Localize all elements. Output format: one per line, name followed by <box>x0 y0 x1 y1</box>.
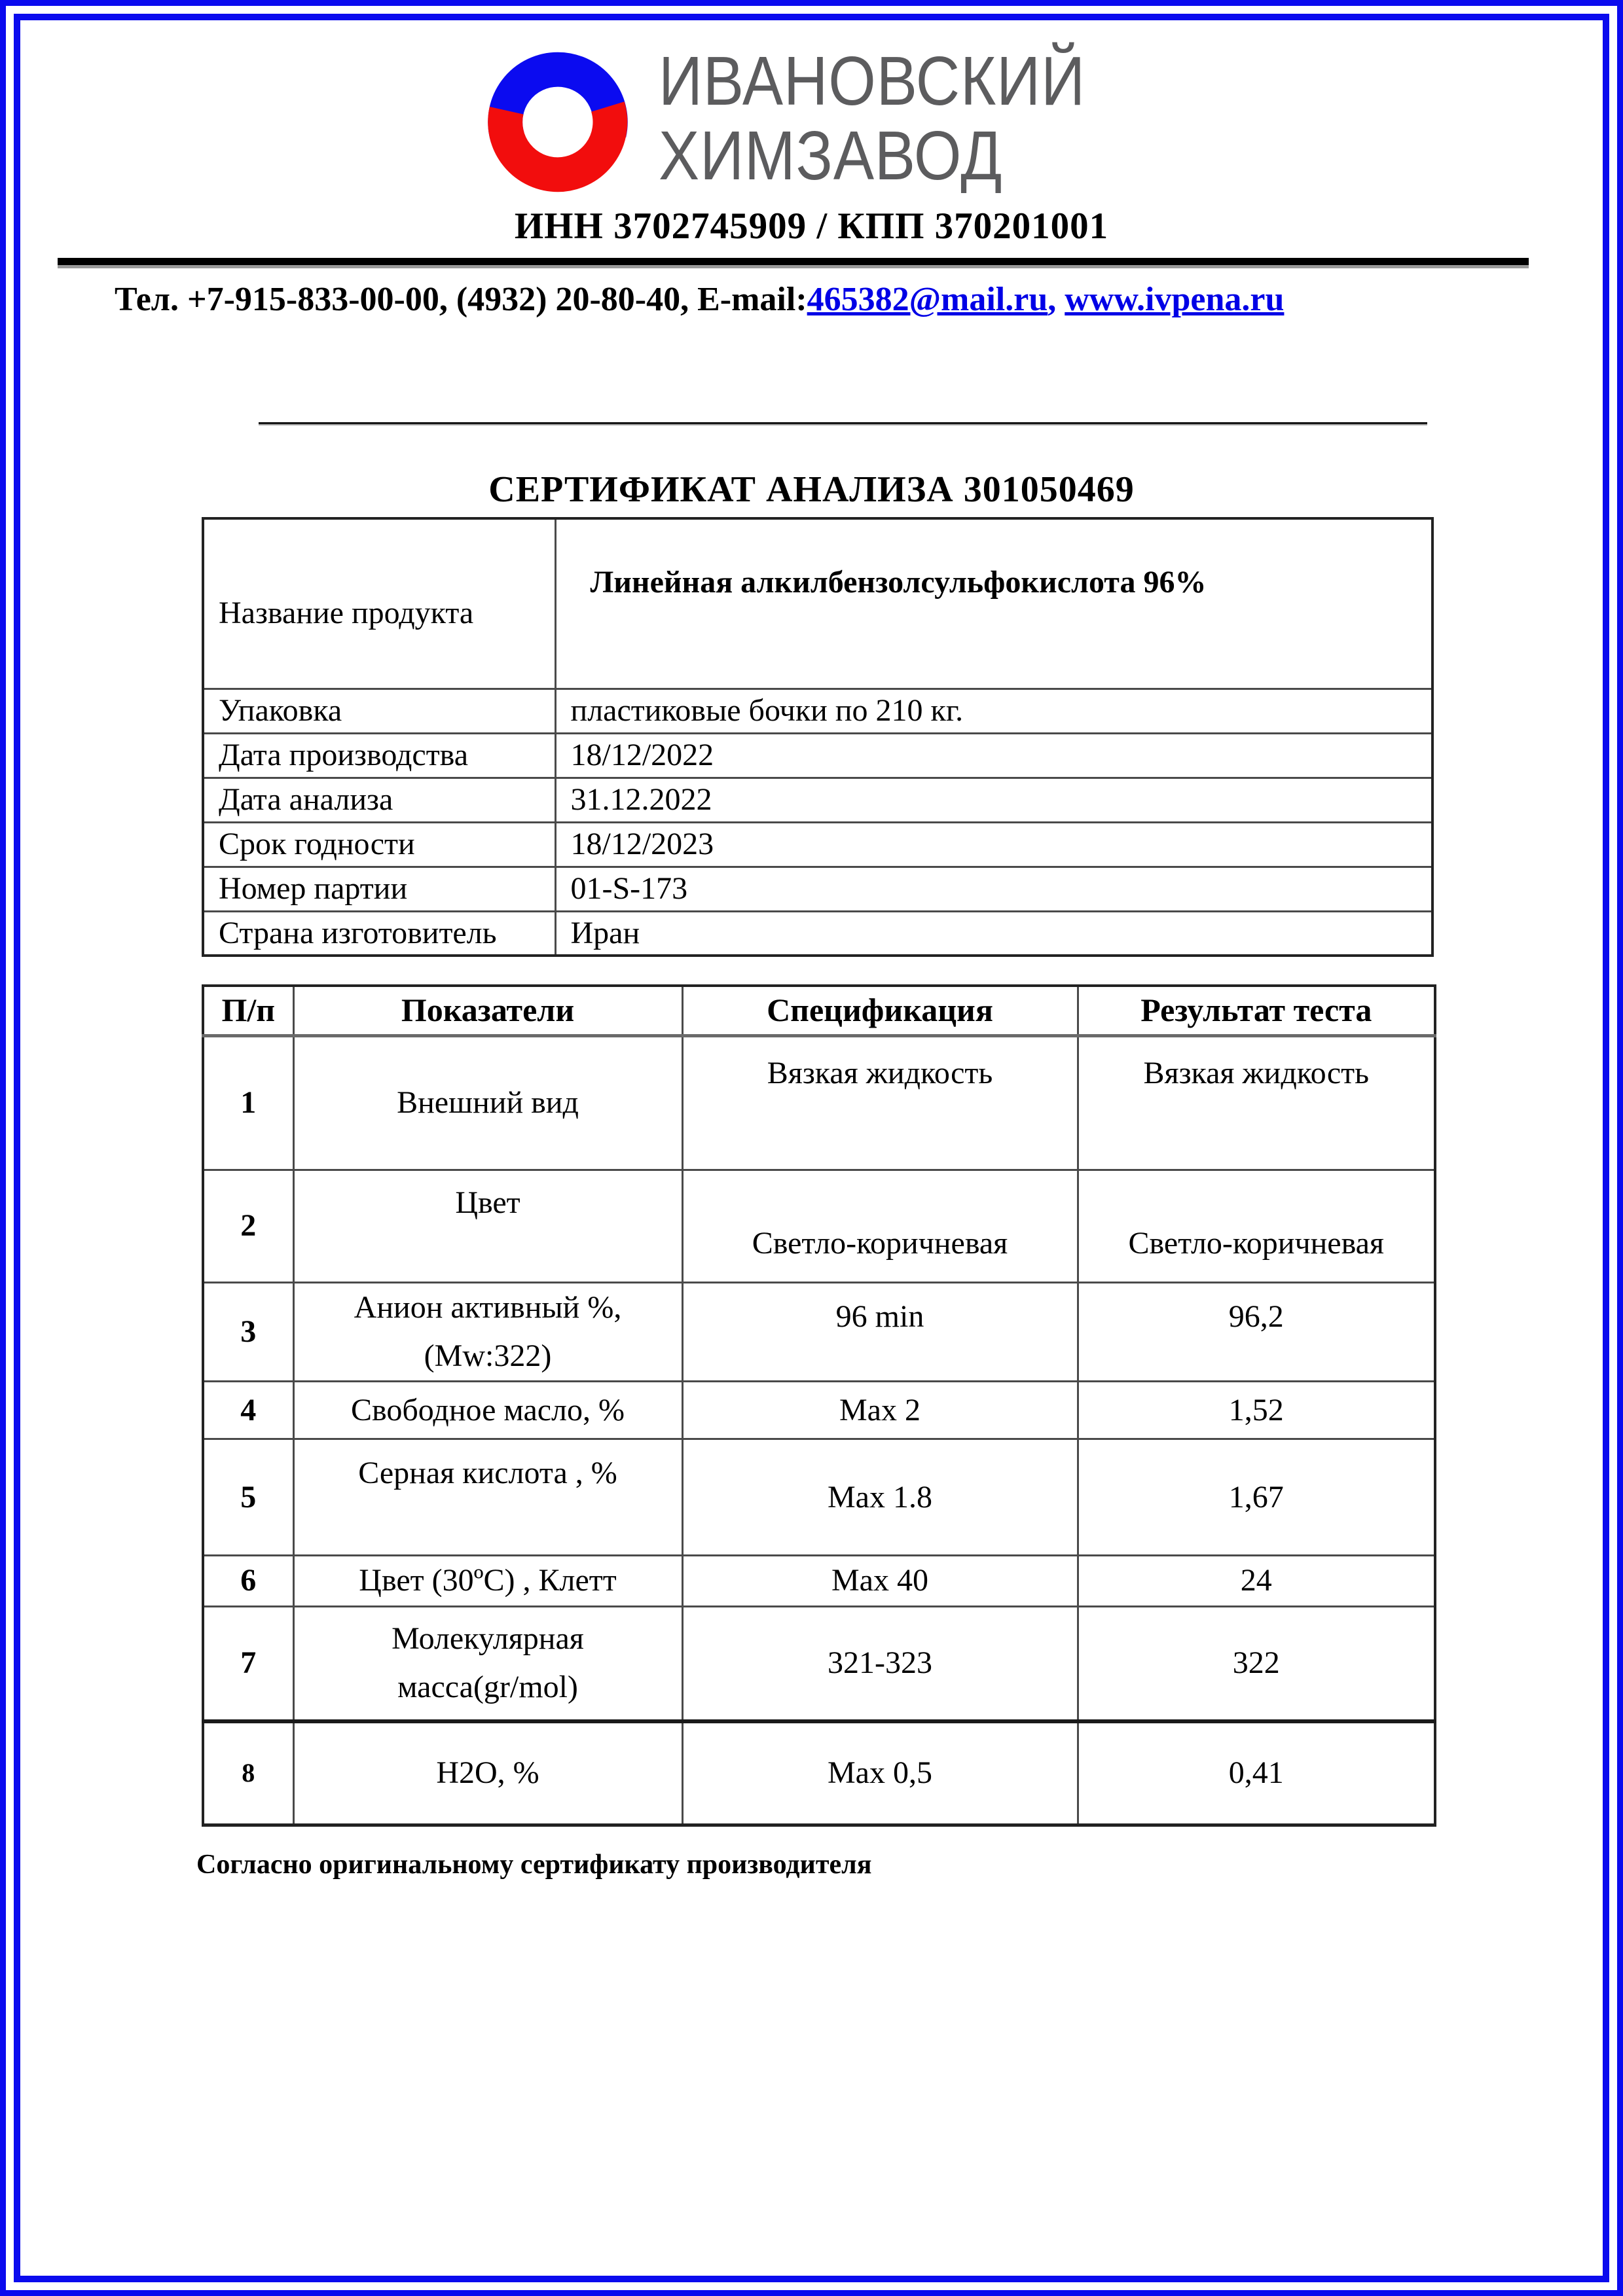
row-num: 5 <box>203 1439 293 1556</box>
batch-number-value: 01-S-173 <box>555 867 1432 911</box>
table-row <box>203 689 1432 733</box>
row-num: 8 <box>203 1721 293 1825</box>
row-result: 1,67 <box>1078 1439 1435 1556</box>
row-indicator: Анион активный %, (Mw:322) <box>293 1282 682 1382</box>
contact-line <box>115 280 1617 319</box>
row-num: 6 <box>203 1556 293 1606</box>
company-logo-icon <box>479 43 636 200</box>
table-row <box>203 1282 1435 1382</box>
product-info-table <box>202 517 1434 957</box>
product-name-value: Линейная алкилбензолсульфокислота 96% <box>555 518 1432 689</box>
footer-note: Согласно оригинальному сертификату производителя <box>196 1849 872 1880</box>
header-indicators: Показатели <box>293 986 682 1035</box>
row-result: 0,41 <box>1078 1721 1435 1825</box>
spec-table-header-row <box>203 986 1435 1035</box>
batch-number-label: Номер партии <box>203 867 555 911</box>
table-row <box>203 867 1432 911</box>
email-link[interactable]: 465382@mail.ru <box>807 281 1048 318</box>
inn-kpp-line: ИНН 3702745909 / КПП 370201001 <box>514 206 1109 247</box>
row-num: 3 <box>203 1282 293 1382</box>
packaging-label: Упаковка <box>203 689 555 733</box>
certificate-title: СЕРТИФИКАТ АНАЛИЗА 301050469 <box>488 469 1135 510</box>
contact-separator: , <box>1048 281 1065 318</box>
website-link[interactable]: www.ivpena.ru <box>1065 281 1285 318</box>
row-indicator: Свободное масло, % <box>293 1382 682 1439</box>
row-num: 1 <box>203 1035 293 1170</box>
row-num: 7 <box>203 1606 293 1721</box>
table-row <box>203 1606 1435 1721</box>
brand-line-1: ИВАНОВСКИЙ <box>659 43 1086 120</box>
analysis-date-value: 31.12.2022 <box>555 778 1432 822</box>
contact-prefix: Тел. +7-915-833-00-00, (4932) 20-80-40, E-mail: <box>115 281 807 318</box>
table-row <box>203 1382 1435 1439</box>
row-num: 2 <box>203 1170 293 1282</box>
shelf-life-label: Срок годности <box>203 822 555 867</box>
table-row <box>203 911 1432 956</box>
title-divider <box>259 422 1427 425</box>
row-indicator: Серная кислота , % <box>293 1439 682 1556</box>
header-num: П/п <box>203 986 293 1035</box>
origin-country-value: Иран <box>555 911 1432 956</box>
row-result: 1,52 <box>1078 1382 1435 1439</box>
row-result: Светло-коричневая <box>1078 1170 1435 1282</box>
row-result: 96,2 <box>1078 1282 1435 1382</box>
table-row <box>203 733 1432 778</box>
table-row <box>203 518 1432 689</box>
table-row <box>203 778 1432 822</box>
row-spec: 96 min <box>682 1282 1078 1382</box>
row-spec: Max 1.8 <box>682 1439 1078 1556</box>
row-spec: Max 0,5 <box>682 1721 1078 1825</box>
row-result: 24 <box>1078 1556 1435 1606</box>
production-date-label: Дата производства <box>203 733 555 778</box>
row-indicator: H2O, % <box>293 1721 682 1825</box>
product-name-label: Название продукта <box>203 518 555 689</box>
row-result: 322 <box>1078 1606 1435 1721</box>
row-num: 4 <box>203 1382 293 1439</box>
company-logo-block <box>6 43 1617 200</box>
origin-country-label: Страна изготовитель <box>203 911 555 956</box>
brand-line-2: ХИМЗАВОД <box>659 117 1003 194</box>
packaging-value: пластиковые бочки по 210 кг. <box>555 689 1432 733</box>
table-row <box>203 1170 1435 1282</box>
shelf-life-value: 18/12/2023 <box>555 822 1432 867</box>
table-row <box>203 1439 1435 1556</box>
production-date-value: 18/12/2022 <box>555 733 1432 778</box>
spec-results-table <box>202 984 1436 1827</box>
row-indicator: Цвет (30ºС) , Клетт <box>293 1556 682 1606</box>
header-test-result: Результат теста <box>1078 986 1435 1035</box>
header-divider <box>58 258 1529 268</box>
analysis-date-label: Дата анализа <box>203 778 555 822</box>
row-spec: 321-323 <box>682 1606 1078 1721</box>
row-spec: Max 40 <box>682 1556 1078 1606</box>
brand-name <box>659 44 1085 193</box>
table-row <box>203 1556 1435 1606</box>
row-spec: Вязкая жидкость <box>682 1035 1078 1170</box>
row-spec: Max 2 <box>682 1382 1078 1439</box>
row-indicator: Цвет <box>293 1170 682 1282</box>
header-specification: Спецификация <box>682 986 1078 1035</box>
row-indicator: Молекулярная масса(gr/mol) <box>293 1606 682 1721</box>
row-indicator: Внешний вид <box>293 1035 682 1170</box>
table-row <box>203 1035 1435 1170</box>
table-row <box>203 1721 1435 1825</box>
row-result: Вязкая жидкость <box>1078 1035 1435 1170</box>
row-spec: Светло-коричневая <box>682 1170 1078 1282</box>
table-row <box>203 822 1432 867</box>
